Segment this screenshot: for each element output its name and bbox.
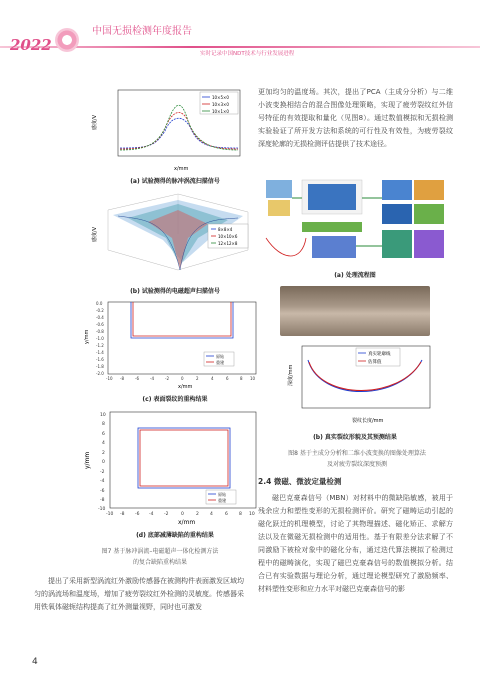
fig7c-ytick: -2.0 [96,371,104,376]
fig7d-xtick: -10 [106,512,114,517]
figure-7-caption-line2: 的复合缺陷重构结果 [132,559,187,566]
right-body-bottom: 磁巴克豪森信号（MBN）对材料中的微缺陷敏感，被用于残余应力和塑性变形的无损检测评价。研究了磁畴运动引起的磁化跃迁的机理模型，讨论了其物理描述、磁化矫正、求解方法以及在微磁无损检测中的适用性。基于有限差分法求解了不同激励下被检对象中的磁化分布，通过迭代算法模拟了检测过程中的磁畴演化，实现了磁巴克豪森信号的数值模拟分析。结合已有实验数据与理论分析，通过理论模型研究了激励频率、材料塑性变形和应力水平对磁巴克豪森信号的影 [258,494,453,593]
fig7d-xlabel: x/mm [178,519,196,526]
fig7c-legend-reconstructed: 重建 [216,360,224,365]
fig7d-xtick: -8 [120,512,125,517]
fig7d-xtick: -6 [135,512,140,517]
section-heading: 2.4 微磁、微波定量检测 [258,477,342,486]
fig7d-ytick: 0 [102,460,105,465]
fig7d-xtick: 4 [210,512,213,517]
fig7d-ytick: -4 [100,479,105,484]
fig7d-ytick: 2 [102,451,105,456]
fig7d-xtick: 10 [249,512,255,517]
fig7d-xtick: -4 [149,512,154,517]
fig7d-ytick: 4 [102,441,105,446]
fig7d-ytick: -10 [98,507,106,512]
figure-8a-caption: (a) 处理流程图 [334,272,376,279]
fig7c-xtick: -2 [165,376,169,381]
fig8b-ylabel: 深度/mm [288,364,294,386]
fig7d-legend-original: 原始 [218,492,226,497]
fig7a-legend-2: 10×3×0 [212,102,229,107]
fig7a-ylabel: 感度/V [92,114,98,130]
fig7d-ytick: -2 [100,470,105,475]
figure-8b-caption: (b) 真实裂纹形貌及其预测结果 [313,434,397,441]
fig7c-ytick: -1.6 [96,357,104,362]
fig7d-ylabel: y/mm [84,451,91,469]
fig8b-legend-true: 真实轮廓线 [368,352,391,357]
fig7c-xtick: 10 [250,376,256,381]
fig7c-xtick: -8 [120,376,124,381]
fig7c-ytick: -0.8 [96,329,104,334]
fig7c-ytick: -1.2 [96,343,104,348]
fig7d-ytick: -6 [100,489,105,494]
fig7c-xtick: 0 [181,376,184,381]
figure-7-caption-line1: 图7 基于脉冲涡流–电磁超声一体化检测方法 [101,548,219,555]
figure-7b-plot [88,190,258,282]
figure-7a-caption: (a) 试验测得的脉冲涡流扫描信号 [130,178,220,185]
fig7b-legend-2: 10×10×6 [218,234,238,239]
header-title: 中国无损检测年度报告 [92,26,192,37]
figure-8a-flowchart [262,178,448,264]
fig7c-xtick: -6 [135,376,139,381]
fig7a-xlabel: x/mm [174,166,189,172]
figure-8b-crack-photo [280,286,430,336]
header-year: 2022 [10,36,52,54]
fig8b-legend-estimate: 估算值 [368,360,382,365]
fig7c-xtick: 2 [196,376,199,381]
fig7d-xtick: 6 [225,512,228,517]
fig8b-xlabel: 裂纹长度/mm [352,418,384,424]
fig7c-ytick: -0.6 [96,322,104,327]
fig7b-zlabel: 感度/V [92,226,98,242]
fig7c-ytick: -0.2 [96,308,104,313]
fig7d-ytick: 6 [102,432,105,437]
header-subtitle: 实时记录中国NDT技术与行业发展进程 [200,51,295,57]
fig7c-ytick: -1.8 [96,364,104,369]
fig7c-xtick: -10 [106,376,113,381]
figure-7a-plot [90,86,250,172]
fig7d-xtick: -2 [164,512,169,517]
figure-8-caption-line1: 图8 基于主成分分析和二维小波变换的图像处理算法 [288,450,426,457]
fig7a-legend-3: 10×1×0 [212,109,229,114]
figure-7c-plot [78,300,262,390]
figure-8-caption-line2: 及对疲劳裂纹深度预测 [326,461,387,468]
fig7c-ylabel: y/mm [84,329,90,344]
fig7d-legend-reconstructed: 重建 [218,498,226,503]
fig7a-legend-1: 10×5×0 [212,95,229,100]
page-number: 4 [32,657,38,667]
fig7d-ytick: 8 [102,422,105,427]
figure-7b-caption: (b) 试验测得的电磁超声扫描信号 [130,288,220,295]
report-logo-icon [55,28,79,52]
fig7d-ytick: 10 [100,413,106,418]
fig7c-xtick: -4 [150,376,154,381]
left-body-paragraph: 提出了采用新型涡流红外激励传感器在被测构件表面激发区域均匀的涡流场和温度场，增加了疲劳裂纹红外检测的灵敏度。传感器采用铁氧体磁轭结构提高了红外测量视野，同时也可激发 [34,577,244,611]
fig7c-ytick: -1.0 [96,336,104,341]
fig7b-legend-1: 8×8×4 [218,227,233,232]
fig7d-xtick: 8 [239,512,242,517]
fig7c-xtick: 6 [226,376,229,381]
fig7b-legend-3: 12×12×8 [218,241,238,246]
fig7c-ytick: 0.0 [96,301,103,306]
fig7c-ytick: -0.4 [96,315,104,320]
fig7c-xtick: 4 [211,376,214,381]
fig7d-xtick: 2 [196,512,199,517]
figure-7c-caption: (c) 表面裂纹的重构结果 [142,396,208,403]
fig7c-ytick: -1.4 [96,350,104,355]
fig7c-xlabel: x/mm [178,384,193,390]
figure-7d-plot [78,410,262,526]
figure-8b-plot [280,342,436,426]
fig7d-xtick: 0 [181,512,184,517]
right-body-top: 更加均匀的温度场。其次，提出了PCA（主成分分析）与二维小波变换相结合的混合图像处理策略，实现了疲劳裂纹红外信号特征的有效提取和量化（见图8）。通过数值模拟和无损检测实验验证了所开发方法和系统的可行性及有效性，为疲劳裂纹深度轮廓的无损检测评估提供了技术途径。 [258,88,453,148]
fig7d-ytick: -8 [100,498,105,503]
figure-7d-caption: (d) 底部减薄缺陷的重构结果 [136,532,214,539]
fig7c-xtick: 8 [240,376,243,381]
fig7c-legend-original: 原始 [216,354,224,359]
page-header [0,0,480,58]
